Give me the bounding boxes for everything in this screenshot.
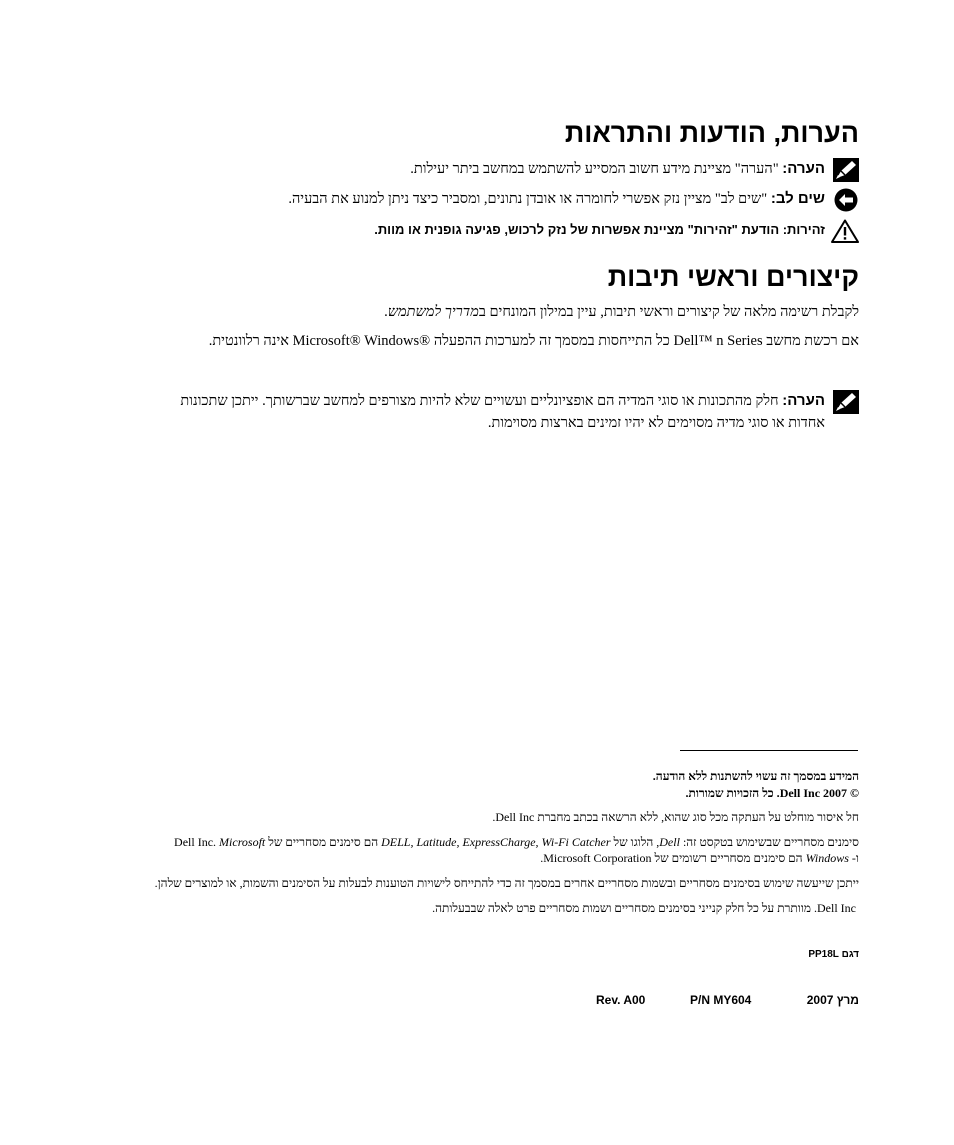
note-optional-features bbox=[95, 390, 859, 434]
legal-disclaimer: Dell Inc. מוותרת על כל חלק קנייני בסימנים מסחריים ושמות מסחריים פרט לאלה שבבעלותה. bbox=[432, 901, 856, 915]
note2-label: הערה: bbox=[782, 392, 825, 409]
trademark-brands: DELL, Latitude, ExpressCharge, Wi-Fi Catcher bbox=[381, 835, 611, 849]
warning-notice bbox=[90, 219, 859, 241]
users-guide-ref: מדריך למשתמש bbox=[387, 304, 479, 320]
trademark-microsoft: Microsoft bbox=[219, 835, 266, 849]
warning-label: זהירות: bbox=[782, 222, 825, 237]
abbreviations-line-1 bbox=[384, 304, 859, 321]
legal-divider bbox=[680, 750, 858, 751]
note-notice bbox=[90, 158, 859, 180]
caution-arrow-icon bbox=[833, 188, 859, 212]
note2-line-1: חלק מהתכונות או סוגי המדיה הם אופציונליים ועשויים שלא להיות מצורפים למחשב שברשותך. ייתכן שתכונות bbox=[180, 393, 783, 409]
trademarks-of-dell: הם סימנים מסחריים של Dell Inc. bbox=[174, 835, 382, 849]
abbreviations-line-2-mid: כל התייחסות במסמך זה למערכות ההפעלה bbox=[430, 333, 674, 349]
section-title-abbreviations: קיצורים וראשי תיבות bbox=[607, 262, 859, 292]
legal-trademarks-2 bbox=[540, 851, 859, 866]
note-pencil-icon bbox=[833, 158, 859, 182]
warning-triangle-icon bbox=[833, 219, 859, 243]
trademark-windows: Windows bbox=[805, 851, 849, 865]
note-label: הערה: bbox=[782, 160, 825, 177]
legal-trademarks bbox=[174, 835, 859, 850]
section-title-notices: הערות, הודעות והתראות bbox=[564, 118, 859, 148]
publication-date: מרץ 2007 bbox=[806, 993, 859, 1007]
legal-copy-prohibition: חל איסור מוחלט על העתקה מכל סוג שהוא, ללא הרשאה בכתב מחברת Dell Inc. bbox=[492, 810, 859, 824]
abbreviations-line-1-text: לקבלת רשימה מלאה של קיצורים וראשי תיבות, עיין במילון המונחים ב bbox=[478, 304, 859, 320]
abbreviations-line-2-start: אם רכשת מחשב bbox=[762, 333, 859, 349]
trademark-dell: Dell bbox=[659, 835, 680, 849]
windows-name: Microsoft® Windows® bbox=[292, 333, 431, 349]
trademarks-2-suffix: הם סימנים מסחריים רשומים של Microsoft Corporation. bbox=[540, 851, 806, 865]
trademarks-logo-of: , הלוגו של bbox=[610, 835, 660, 849]
legal-line-1: המידע במסמך זה עשוי להשתנות ללא הודעה. bbox=[652, 769, 859, 783]
note-text: "הערה" מציינת מידע חשוב המסייע להשתמש במחשב ביתר יעילות. bbox=[410, 161, 783, 177]
abbreviations-line-2-end: אינה רלוונטית. bbox=[208, 333, 293, 349]
part-number: P/N MY604 bbox=[690, 993, 752, 1007]
model-number: דגם PP18L bbox=[808, 949, 859, 960]
note-pencil-icon bbox=[833, 390, 859, 414]
abbreviations-line-1-end: . bbox=[384, 304, 388, 320]
trademarks-prefix: סימנים מסחריים שבשימוש בטקסט זה: bbox=[679, 835, 859, 849]
caution-text: "שים לב" מציין נזק אפשרי לחומרה או אובדן נתונים, ומסביר כיצד ניתן למנוע את הבעיה. bbox=[288, 191, 771, 207]
note2-line-2: אחדות או סוגי מדיה מסוימים לא יהיו זמינים בארצות מסוימות. bbox=[487, 415, 825, 431]
abbreviations-line-2 bbox=[209, 333, 859, 350]
caution-notice bbox=[90, 188, 859, 210]
revision: Rev. A00 bbox=[596, 993, 646, 1007]
warning-text: הודעת "זהירות" מציינת אפשרות של נזק לרכוש, פגיעה גופנית או מוות. bbox=[374, 222, 783, 237]
caution-label: שים לב: bbox=[770, 190, 825, 207]
n-series-name: Dell™ n Series bbox=[673, 333, 763, 349]
legal-copyright: © 2007 Dell Inc. כל הזכויות שמורות. bbox=[685, 786, 859, 800]
legal-other-trademarks: ייתכן שייעשה שימוש בסימנים מסחריים ובשמות מסחריים אחרים במסמך זה כדי להתייחס לישויות הטוענות לבעלות על הסימנים והשמות, או למוצרים שלהן. bbox=[154, 876, 859, 890]
trademarks-2-prefix: ו- bbox=[848, 851, 859, 865]
